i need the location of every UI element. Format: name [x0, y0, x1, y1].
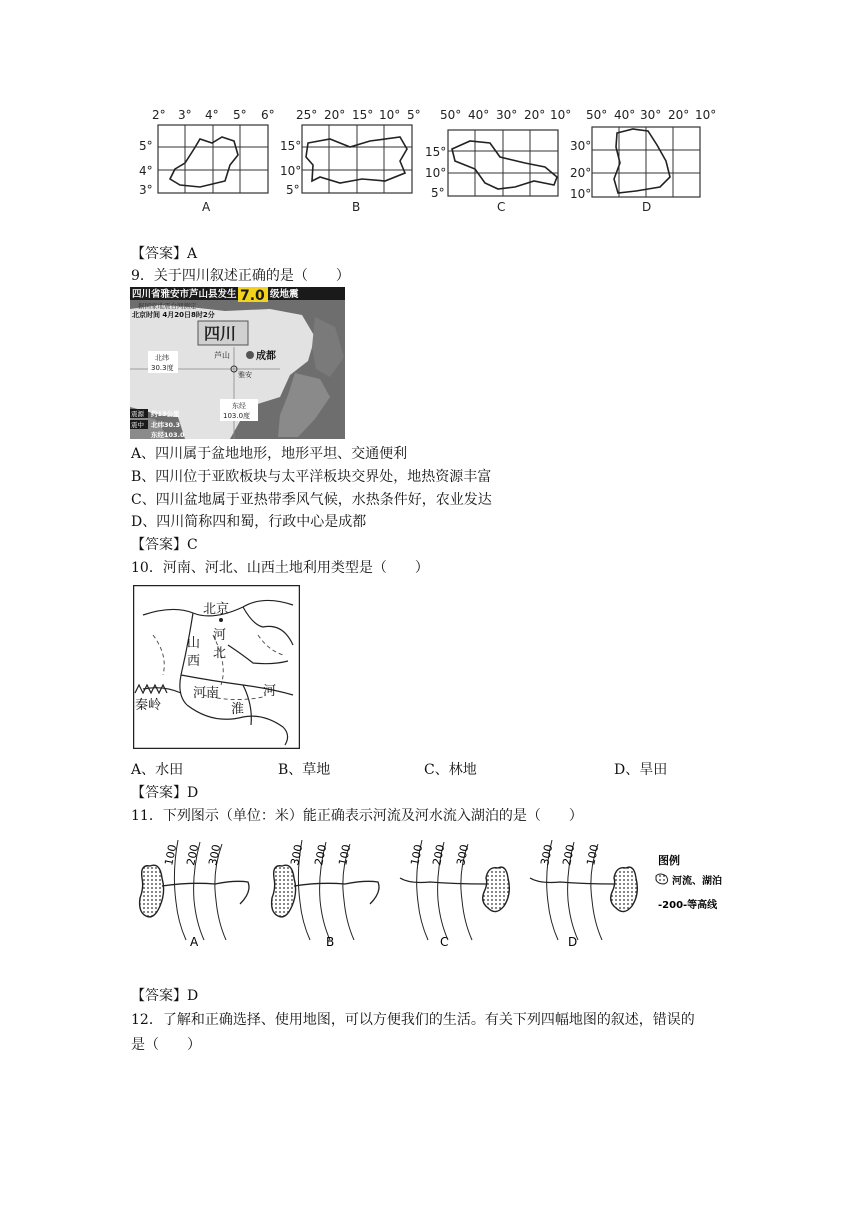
q9-answer: 【答案】C	[131, 537, 198, 553]
magnitude: 7.0	[240, 288, 265, 304]
q10-option-c: C、林地	[424, 762, 477, 778]
q8-map-c	[425, 108, 571, 214]
svg-text:40°: 40°	[468, 108, 490, 122]
svg-text:5°: 5°	[431, 186, 445, 200]
svg-text:10°: 10°	[425, 166, 447, 180]
svg-text:30.3度: 30.3度	[151, 364, 174, 372]
q10-stem: 10．河南、河北、山西土地利用类型是（ ）	[131, 560, 429, 576]
svg-text:10°: 10°	[379, 108, 401, 122]
tick: 3°	[139, 183, 153, 197]
q9-option-b: B、四川位于亚欧板块与太平洋板块交界处，地热资源丰富	[131, 469, 492, 485]
svg-text:103.0度: 103.0度	[223, 412, 251, 420]
q9-option-c: C、四川盆地属于亚热带季风气候，水热条件好，农业发达	[131, 492, 492, 508]
tick: 4°	[205, 108, 219, 122]
q12-stem-line2: 是（ ）	[131, 1037, 201, 1053]
svg-text:东经: 东经	[232, 402, 246, 410]
svg-text:5°: 5°	[407, 108, 421, 122]
q11-answer: 【答案】D	[131, 988, 199, 1004]
tick: 2°	[152, 108, 166, 122]
q9-option-a: A、四川属于盆地地形，地形平坦、交通便利	[131, 446, 408, 462]
svg-text:震源: 震源	[131, 410, 144, 418]
q11-legend	[656, 853, 722, 911]
diagram-label: A	[190, 935, 199, 949]
svg-text:20°: 20°	[324, 108, 346, 122]
svg-text:B: B	[352, 200, 361, 214]
svg-text:北: 北	[213, 646, 227, 661]
svg-text:级地震: 级地震	[270, 289, 299, 300]
tick: 5°	[139, 139, 153, 153]
svg-text:20°: 20°	[524, 108, 546, 122]
svg-text:100: 100	[162, 843, 180, 867]
svg-text:图例: 图例	[658, 854, 680, 867]
tick: 5°	[233, 108, 247, 122]
svg-text:D: D	[568, 935, 578, 949]
svg-text:300: 300	[206, 843, 224, 867]
svg-text:北京时间 4月20日8时2分: 北京时间 4月20日8时2分	[132, 311, 215, 319]
svg-text:200: 200	[184, 843, 202, 867]
svg-text:50°: 50°	[440, 108, 462, 122]
svg-text:约13公里: 约13公里	[151, 410, 180, 418]
svg-text:北京: 北京	[203, 602, 230, 617]
svg-text:30°: 30°	[570, 139, 592, 153]
q9-stem: 9．关于四川叙述正确的是（ ）	[131, 268, 350, 284]
svg-text:西: 西	[187, 654, 201, 669]
svg-text:15°: 15°	[425, 145, 447, 159]
svg-text:100: 100	[584, 843, 602, 867]
svg-text:河: 河	[263, 684, 277, 699]
map-label: A	[202, 200, 211, 214]
svg-text:河南: 河南	[193, 686, 220, 701]
q10-province-map	[133, 585, 300, 749]
svg-text:成都: 成都	[256, 351, 276, 362]
svg-text:200: 200	[430, 843, 448, 867]
q10-answer: 【答案】D	[131, 785, 199, 801]
province-label: 四川	[204, 324, 237, 343]
q11-diagram-d	[530, 840, 637, 949]
svg-text:25°: 25°	[296, 108, 318, 122]
q8-map-b	[280, 108, 421, 214]
svg-text:40°: 40°	[614, 108, 636, 122]
q10-option-a: A、水田	[131, 762, 184, 778]
svg-text:50°: 50°	[586, 108, 608, 122]
headline: 四川省雅安市芦山县发生	[132, 289, 237, 300]
q8-map-d	[570, 108, 716, 214]
svg-text:芦山: 芦山	[214, 351, 230, 360]
svg-text:30°: 30°	[640, 108, 662, 122]
tick: 6°	[261, 108, 275, 122]
svg-text:北纬30.3: 北纬30.3	[151, 421, 181, 429]
tick: 4°	[139, 164, 153, 178]
q11-stem: 11．下列图示（单位：米）能正确表示河流及河水流入湖泊的是（ ）	[131, 808, 583, 824]
svg-text:秦岭: 秦岭	[135, 698, 162, 713]
svg-text:-200-等高线: -200-等高线	[658, 900, 718, 911]
q10-option-d: D、旱田	[614, 762, 668, 778]
svg-text:山: 山	[187, 636, 201, 651]
svg-text:C: C	[497, 200, 506, 214]
svg-text:100: 100	[408, 843, 426, 867]
svg-text:300: 300	[288, 843, 306, 867]
svg-text:30°: 30°	[496, 108, 518, 122]
q11-diagram-a	[140, 840, 249, 949]
svg-text:河流、湖泊: 河流、湖泊	[672, 876, 722, 887]
svg-text:B: B	[326, 935, 335, 949]
svg-text:300: 300	[454, 843, 472, 867]
q11-diagram-b	[272, 840, 379, 949]
svg-text:200: 200	[560, 843, 578, 867]
svg-text:20°: 20°	[668, 108, 690, 122]
svg-text:据国家地震台网测定: 据国家地震台网测定	[138, 302, 197, 310]
svg-text:东经103.0: 东经103.0	[151, 431, 185, 439]
svg-text:15°: 15°	[280, 139, 302, 153]
svg-text:雅安: 雅安	[238, 371, 252, 379]
svg-text:15°: 15°	[352, 108, 374, 122]
q11-diagram-c	[400, 840, 509, 949]
tick: 3°	[178, 108, 192, 122]
q9-sichuan-map	[130, 287, 345, 439]
svg-text:5°: 5°	[286, 183, 300, 197]
q11-contour-diagrams	[130, 822, 730, 952]
svg-text:淮: 淮	[231, 702, 245, 717]
q9-option-d: D、四川简称四和蜀，行政中心是成都	[131, 514, 367, 530]
svg-text:震中: 震中	[131, 421, 144, 429]
svg-text:D: D	[642, 200, 652, 214]
svg-text:C: C	[440, 935, 449, 949]
svg-text:100: 100	[336, 843, 354, 867]
svg-text:300: 300	[538, 843, 556, 867]
q8-maps	[130, 105, 730, 215]
svg-text:北纬: 北纬	[155, 354, 169, 362]
svg-text:河: 河	[213, 628, 227, 643]
q8-map-a	[139, 108, 275, 214]
q8-answer: 【答案】A	[131, 246, 198, 262]
svg-text:10°: 10°	[695, 108, 717, 122]
q10-option-b: B、草地	[278, 762, 331, 778]
svg-text:10°: 10°	[280, 164, 302, 178]
svg-text:20°: 20°	[570, 166, 592, 180]
q12-stem-line1: 12．了解和正确选择、使用地图，可以方便我们的生活。有关下列四幅地图的叙述，错误的	[131, 1012, 695, 1028]
svg-text:10°: 10°	[550, 108, 572, 122]
svg-text:200: 200	[312, 843, 330, 867]
svg-text:10°: 10°	[570, 187, 592, 201]
